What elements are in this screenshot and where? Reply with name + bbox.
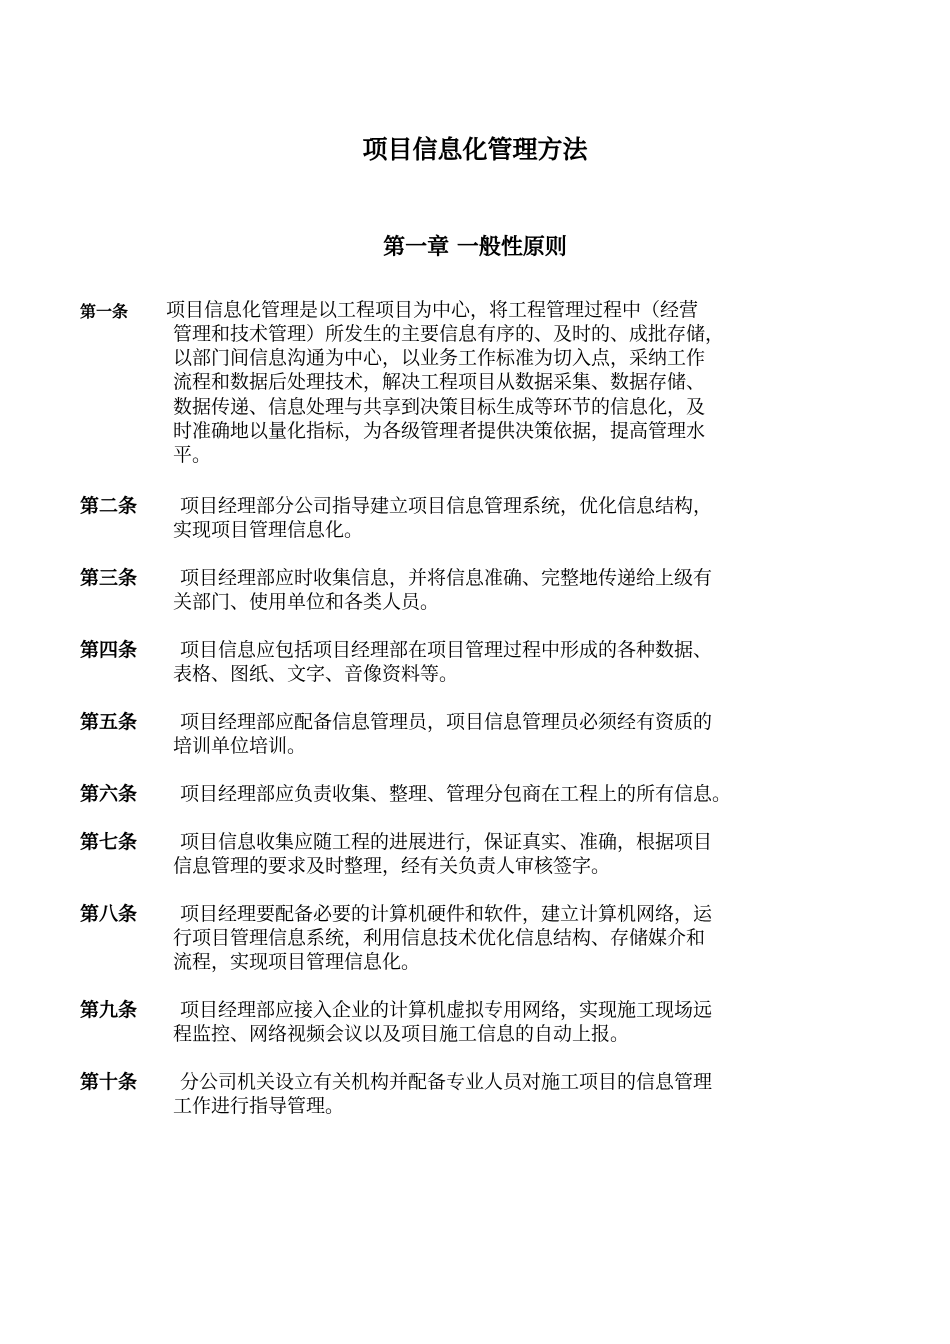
article-label: 第十条 — [80, 1071, 138, 1093]
article-label: 第三条 — [80, 567, 138, 589]
article-label: 第七条 — [80, 831, 138, 853]
article-text-line: 数据传递、信息处理与共享到决策目标生成等环节的信息化，及 — [173, 396, 706, 418]
article-text-line: 项目经理部应接入企业的计算机虚拟专用网络，实现施工现场远 — [180, 999, 713, 1021]
article-text-line: 实现项目管理信息化。 — [173, 519, 364, 541]
article-text-line: 流程和数据后处理技术，解决工程项目从数据采集、数据存储、 — [173, 371, 706, 393]
article-text-line: 流程，实现项目管理信息化。 — [173, 951, 421, 973]
article-text-line: 关部门、使用单位和各类人员。 — [173, 591, 440, 613]
article-text-line: 管理和技术管理）所发生的主要信息有序的、及时的、成批存储， — [173, 323, 725, 345]
article-text-line: 以部门间信息沟通为中心，以业务工作标准为切入点，采纳工作 — [173, 347, 706, 369]
article-label: 第九条 — [80, 999, 138, 1021]
article-label: 第一条 — [80, 302, 129, 321]
document-title: 项目信息化管理方法 — [362, 135, 588, 164]
article-text-line: 项目信息化管理是以工程项目为中心，将工程管理过程中（经营 — [166, 299, 699, 321]
article-text-line: 项目经理部应配备信息管理员，项目信息管理员必须经有资质的 — [180, 711, 713, 733]
article-label: 第八条 — [80, 903, 138, 925]
article-text-line: 项目信息应包括项目经理部在项目管理过程中形成的各种数据、 — [180, 639, 713, 661]
article-text-line: 平。 — [173, 444, 212, 466]
article-text-line: 行项目管理信息系统，利用信息技术优化信息结构、存储媒介和 — [173, 927, 706, 949]
article-label: 第四条 — [80, 639, 138, 661]
article-text-line: 项目经理部应负责收集、整理、管理分包商在工程上的所有信息。 — [180, 783, 732, 805]
article-label: 第五条 — [80, 711, 138, 733]
article-text-line: 分公司机关设立有关机构并配备专业人员对施工项目的信息管理 — [180, 1071, 713, 1093]
article-text-line: 项目信息收集应随工程的进展进行，保证真实、准确，根据项目 — [180, 831, 713, 853]
article-text-line: 项目经理部应时收集信息，并将信息准确、完整地传递给上级有 — [180, 567, 713, 589]
article-text-line: 工作进行指导管理。 — [173, 1095, 345, 1117]
article-text-line: 时准确地以量化指标，为各级管理者提供决策依据，提高管理水 — [173, 420, 706, 442]
article-text-line: 培训单位培训。 — [173, 735, 307, 757]
chapter-heading: 第一章 一般性原则 — [383, 235, 567, 260]
article-text-line: 程监控、网络视频会议以及项目施工信息的自动上报。 — [173, 1023, 630, 1045]
article-text-line: 项目经理部分公司指导建立项目信息管理系统，优化信息结构， — [180, 495, 713, 517]
article-text-line: 表格、图纸、文字、音像资料等。 — [173, 663, 459, 685]
article-text-line: 项目经理要配备必要的计算机硬件和软件，建立计算机网络，运 — [180, 903, 713, 925]
article-label: 第六条 — [80, 783, 138, 805]
article-text-line: 信息管理的要求及时整理，经有关负责人审核签字。 — [173, 855, 611, 877]
article-label: 第二条 — [80, 495, 138, 517]
